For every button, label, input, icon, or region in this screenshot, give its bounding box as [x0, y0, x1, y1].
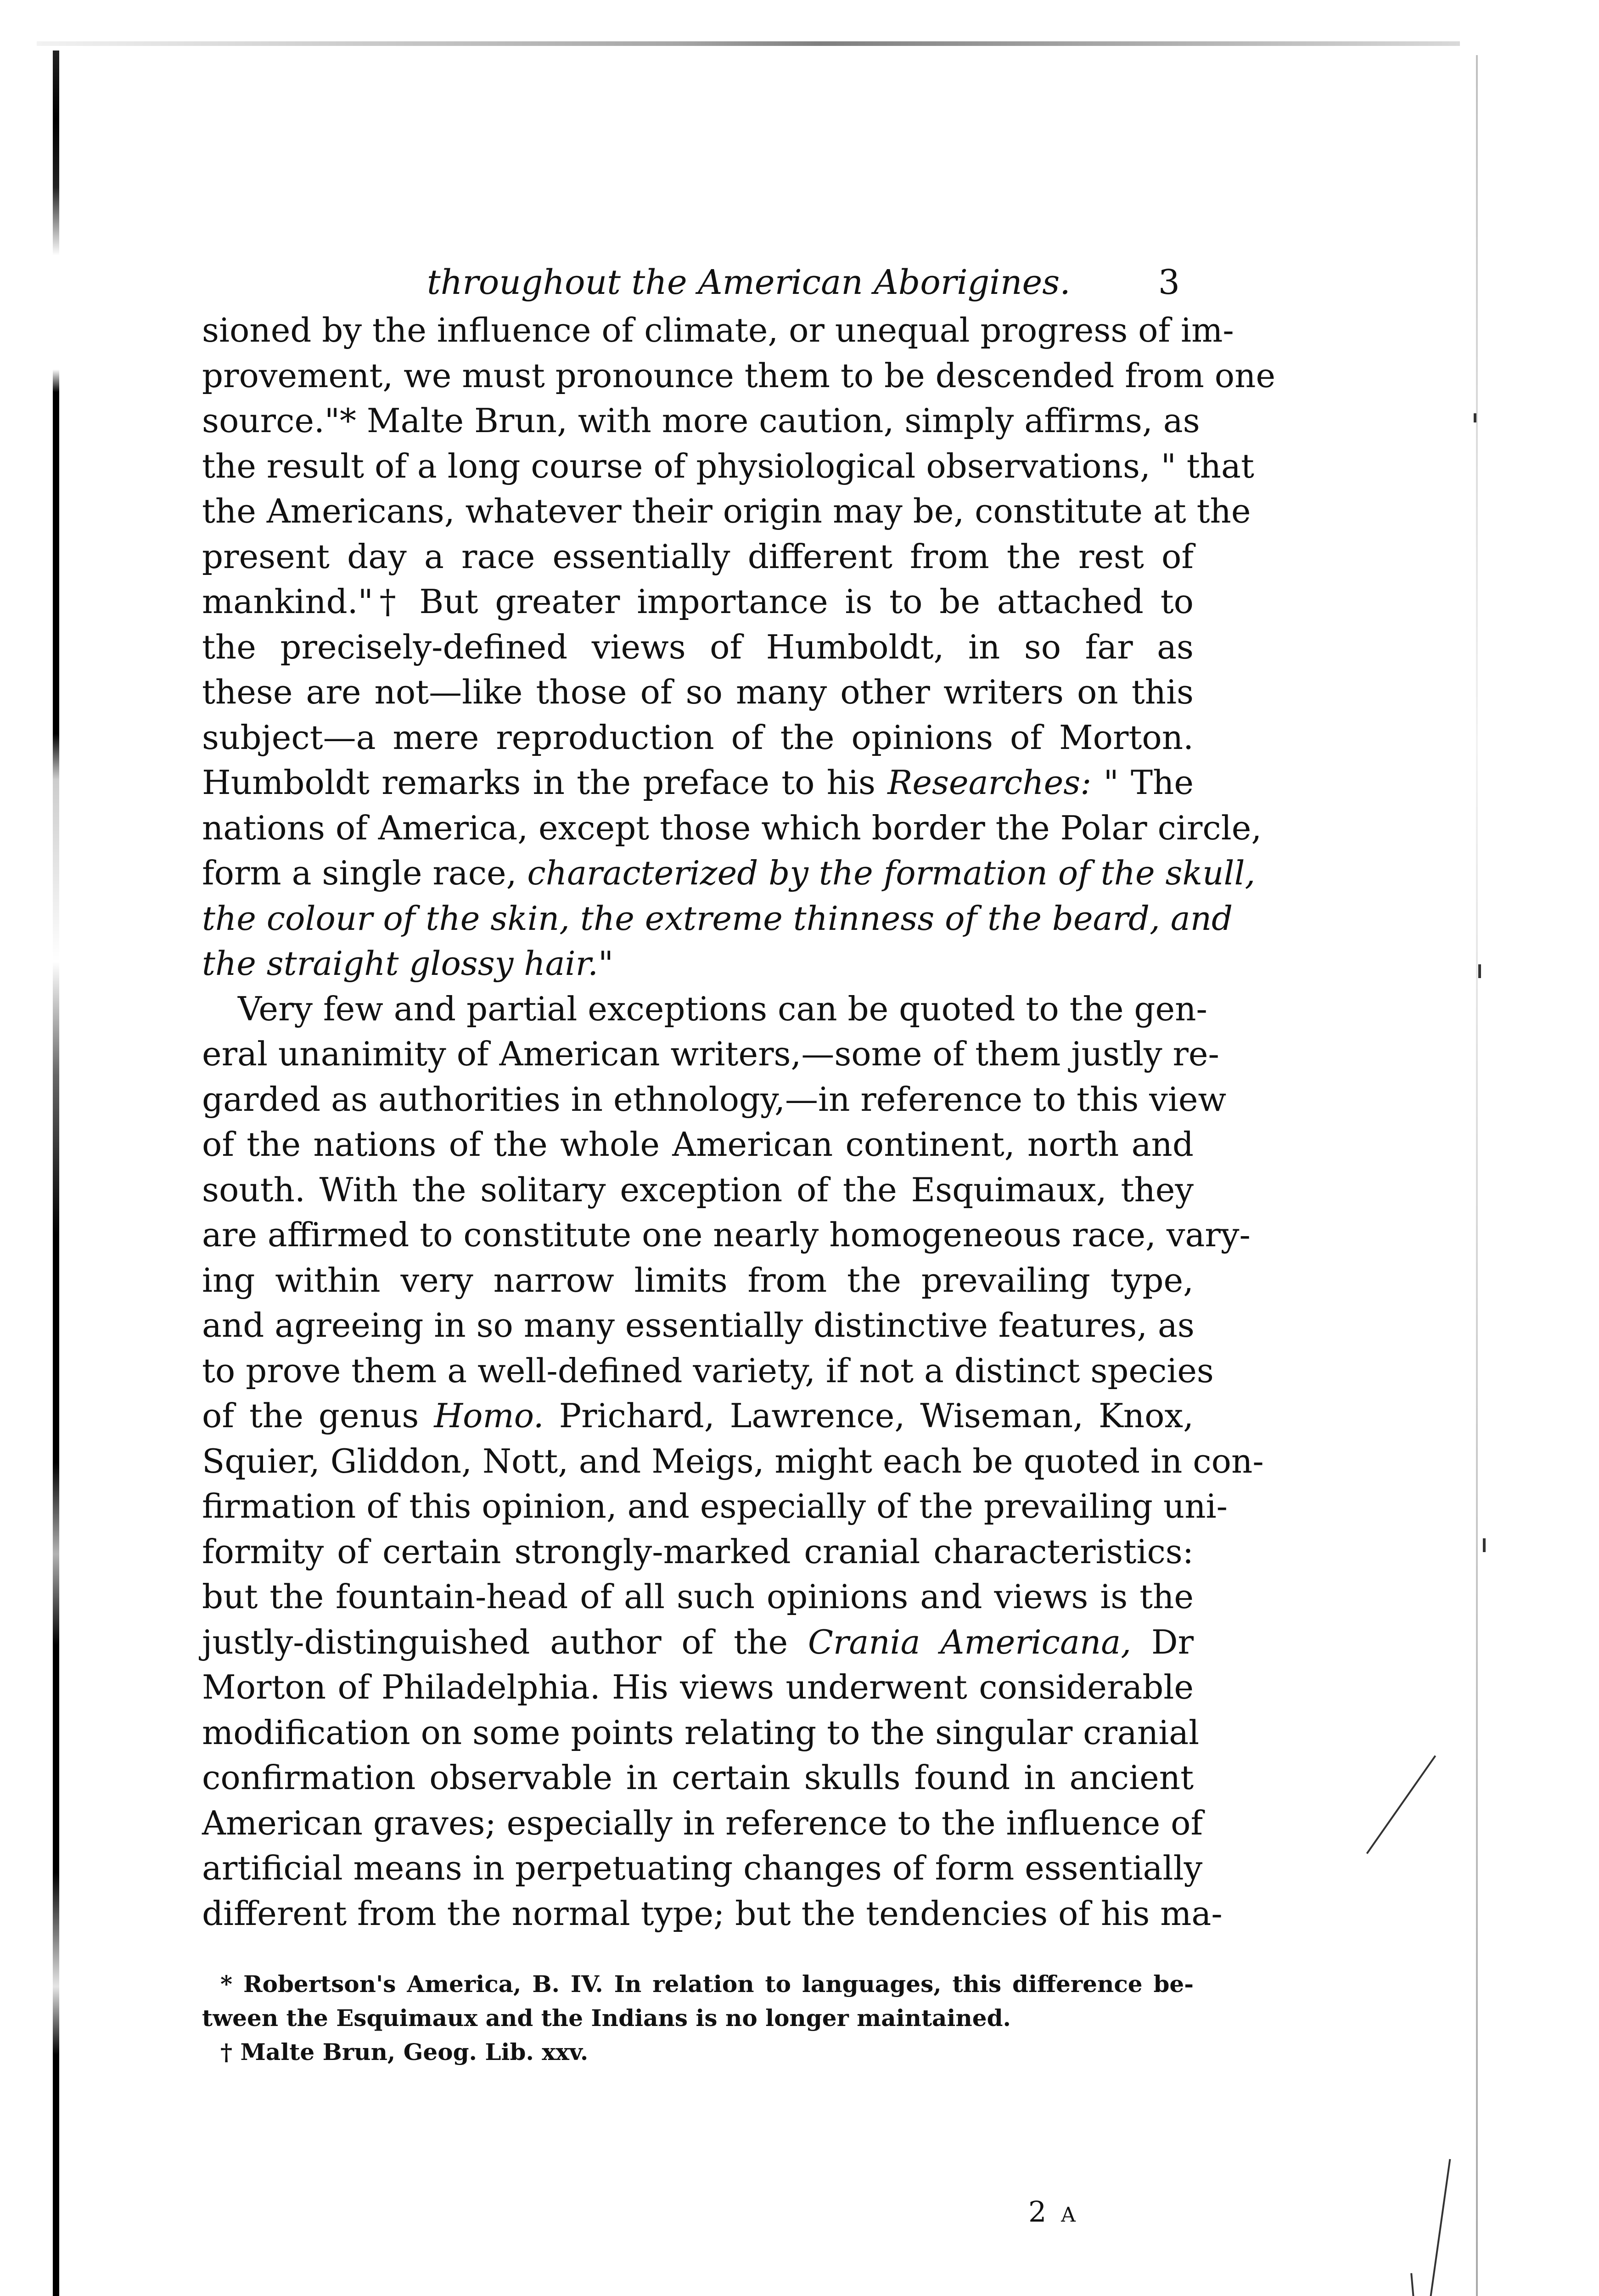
body-text: [202, 308, 1276, 1936]
italic-phrase: the straight glossy hair.": [202, 944, 614, 983]
text-line: subject—a mere reproduction of the opinions of Morton.: [202, 718, 1194, 757]
footnotes: [202, 1967, 1194, 2069]
text-fragment: Dr: [1131, 1622, 1194, 1661]
page-number: 3: [1158, 263, 1180, 302]
text-line: and agreeing in so many essentially distinctive features, as: [202, 1306, 1195, 1345]
text-line: the precisely-defined views of Humboldt, in so far as: [202, 627, 1194, 666]
footnote-2: † Malte Brun, Geog. Lib. xxv.: [220, 2038, 589, 2065]
footnote-1: * Robertson's America, B. IV. In relation to languages, this difference be-: [220, 1970, 1194, 1998]
italic-title: Crania Americana,: [808, 1622, 1132, 1661]
scan-speck: [1474, 413, 1476, 422]
text-line: the Americans, whatever their origin may be, constitute at the: [202, 492, 1251, 530]
signature-mark: [1028, 2195, 1078, 2228]
text-line: south. With the solitary exception of the Esquimaux, they: [202, 1170, 1194, 1209]
text-line: the result of a long course of physiological observations, " that: [202, 446, 1254, 485]
text-line: present day a race essentially different from the rest of: [202, 537, 1194, 576]
text-line: [202, 850, 1256, 896]
italic-word: Homo.: [434, 1396, 544, 1435]
text-line: formity of certain strongly-marked cranial characteristics:: [202, 1532, 1194, 1571]
text-line: confirmation observable in certain skulls found in ancient: [202, 1758, 1194, 1797]
text-line: sioned by the influence of climate, or unequal progress of im-: [202, 311, 1234, 349]
text-fragment: justly-distinguished author of the: [202, 1622, 808, 1661]
text-line: provement, we must pronounce them to be descended from one: [202, 356, 1276, 395]
text-fragment: Humboldt remarks in the preface to his: [202, 763, 888, 802]
text-line: Morton of Philadelphia. His views underwent considerable: [202, 1668, 1194, 1706]
scan-speck: [1425, 2159, 1451, 2296]
text-fragment: " The: [1091, 763, 1194, 802]
text-line: artificial means in perpetuating changes of form essentially: [202, 1849, 1203, 1887]
text-line: but the fountain-head of all such opinions and views is the: [202, 1577, 1194, 1616]
scan-speck: [1478, 964, 1481, 978]
text-line: are affirmed to constitute one nearly homogeneous race, vary-: [202, 1216, 1251, 1254]
text-line: [202, 760, 1194, 805]
italic-title: Researches:: [887, 763, 1092, 802]
text-line: [202, 941, 1194, 986]
book-page: [202, 257, 1276, 2069]
scan-speck: [1410, 2273, 1419, 2296]
text-line: [202, 1620, 1194, 1665]
text-line: modification on some points relating to the singular cranial: [202, 1713, 1200, 1752]
footnote-1-continued: tween the Esquimaux and the Indians is no longer maintained.: [202, 2004, 1011, 2032]
text-line: Very few and partial exceptions can be quoted to the gen-: [238, 989, 1207, 1028]
paragraph-1: [202, 308, 1276, 986]
text-line: these are not—like those of so many other writers on this: [202, 673, 1194, 711]
signature-number: 2: [1028, 2195, 1049, 2228]
text-line: American graves; especially in reference to the influence of: [202, 1803, 1203, 1842]
signature-letter: A: [1061, 2203, 1078, 2227]
scan-edge-top: [37, 41, 1460, 46]
text-line: Squier, Gliddon, Nott, and Meigs, might each be quoted in con-: [202, 1441, 1264, 1480]
text-fragment: form a single race,: [202, 854, 527, 892]
text-line: of the nations of the whole American continent, north and: [202, 1125, 1194, 1164]
italic-phrase: characterized by the formation of the skull,: [527, 854, 1256, 892]
text-line: nations of America, except those which border the Polar circle,: [202, 808, 1262, 847]
scan-edge-left: [53, 51, 59, 2296]
text-line: garded as authorities in ethnology,—in reference to this view: [202, 1080, 1227, 1119]
text-line: ing within very narrow limits from the prevailing type,: [202, 1261, 1194, 1300]
scan-speck: [1366, 1755, 1436, 1854]
text-line: eral unanimity of American writers,—some of them justly re-: [202, 1035, 1219, 1073]
text-line: mankind."† But greater importance is to be attached to: [202, 582, 1194, 621]
text-fragment: of the genus: [202, 1396, 434, 1435]
paragraph-2: [202, 986, 1264, 1936]
text-line: [202, 1393, 1194, 1439]
scan-speck: [1483, 1538, 1486, 1552]
text-line: different from the normal type; but the tendencies of his ma-: [202, 1894, 1223, 1933]
text-line: to prove them a well-defined variety, if not a distinct species: [202, 1351, 1214, 1390]
scan-edge-right: [1476, 55, 1478, 2296]
italic-phrase: the colour of the skin, the extreme thinness of the beard, and: [202, 899, 1233, 938]
running-title: throughout the American Aborigines.: [427, 263, 1071, 302]
text-fragment: Prichard, Lawrence, Wiseman, Knox,: [544, 1396, 1194, 1435]
text-line: [202, 896, 1233, 941]
text-line: source."* Malte Brun, with more caution, simply affirms, as: [202, 401, 1200, 440]
running-head: [202, 257, 1194, 308]
text-line: firmation of this opinion, and especially of the prevailing uni-: [202, 1487, 1228, 1525]
